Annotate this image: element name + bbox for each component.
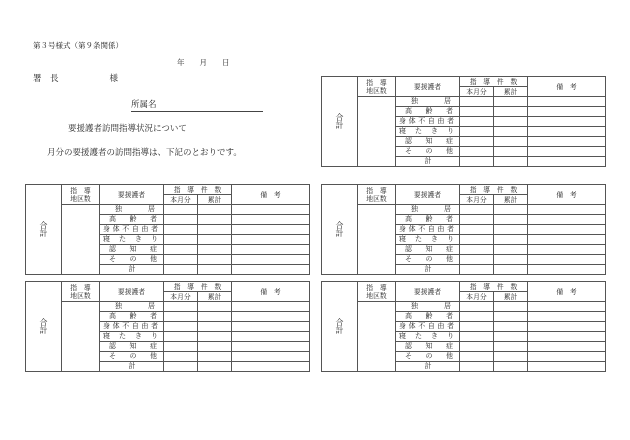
category-label: 高 齢 者	[100, 215, 164, 225]
guidance-area-header: 指 導 地区数	[358, 77, 396, 97]
category-label: そ の 他	[100, 255, 164, 265]
form-number: 第３号様式（第９条関係）	[33, 41, 123, 50]
remarks-cell[interactable]	[528, 215, 606, 225]
this-month-cell[interactable]	[164, 225, 198, 235]
cumulative-cell[interactable]	[198, 322, 232, 332]
this-month-cell[interactable]	[460, 362, 494, 372]
remarks-header: 備 考	[528, 282, 606, 302]
cumulative-cell[interactable]	[494, 127, 528, 137]
this-month-cell[interactable]	[164, 245, 198, 255]
area-count-cell[interactable]	[62, 205, 100, 275]
category-label: 身 体 不 自 由 者	[396, 225, 460, 235]
this-month-cell[interactable]	[164, 312, 198, 322]
remarks-cell[interactable]	[528, 97, 606, 107]
cumulative-cell[interactable]	[198, 245, 232, 255]
remarks-cell[interactable]	[232, 255, 310, 265]
report-table	[321, 184, 606, 275]
this-month-header: 本月分	[164, 195, 198, 205]
this-month-cell[interactable]	[460, 225, 494, 235]
remarks-header: 備 考	[528, 185, 606, 205]
remarks-cell[interactable]	[528, 137, 606, 147]
this-month-cell[interactable]	[164, 322, 198, 332]
guidance-count-header: 指 導 件 数	[460, 185, 528, 195]
cumulative-cell[interactable]	[198, 332, 232, 342]
sum-label: 計	[100, 265, 164, 275]
cumulative-cell[interactable]	[494, 255, 528, 265]
this-month-cell[interactable]	[460, 107, 494, 117]
guidance-area-header: 指 導 地区数	[62, 282, 100, 302]
category-label: 認 知 症	[396, 245, 460, 255]
report-table	[321, 76, 606, 167]
remarks-header: 備 考	[528, 77, 606, 97]
cumulative-cell[interactable]	[494, 265, 528, 275]
area-count-cell[interactable]	[358, 205, 396, 275]
area-count-cell[interactable]	[62, 302, 100, 372]
this-month-cell[interactable]	[460, 342, 494, 352]
category-label: 独 居	[100, 302, 164, 312]
category-label: 寝 た き り	[396, 332, 460, 342]
category-label: 寝 た き り	[100, 332, 164, 342]
cumulative-header: 累計	[198, 292, 232, 302]
remarks-cell[interactable]	[232, 322, 310, 332]
total-label: 合 計	[26, 185, 62, 275]
total-label: 合 計	[322, 185, 358, 275]
sum-label: 計	[396, 362, 460, 372]
cumulative-cell[interactable]	[198, 352, 232, 362]
guidance-area-header: 指 導 地区数	[62, 185, 100, 205]
cumulative-cell[interactable]	[198, 205, 232, 215]
this-month-cell[interactable]	[460, 255, 494, 265]
category-label: 独 居	[396, 205, 460, 215]
cumulative-cell[interactable]	[198, 225, 232, 235]
remarks-cell[interactable]	[528, 147, 606, 157]
cumulative-cell[interactable]	[198, 215, 232, 225]
cumulative-cell[interactable]	[198, 362, 232, 372]
cumulative-cell[interactable]	[494, 117, 528, 127]
remarks-cell[interactable]	[528, 235, 606, 245]
remarks-cell[interactable]	[232, 215, 310, 225]
protected-person-header: 要援護者	[396, 185, 460, 205]
cumulative-cell[interactable]	[494, 245, 528, 255]
cumulative-cell[interactable]	[494, 332, 528, 342]
this-month-cell[interactable]	[164, 235, 198, 245]
addressee: 署 長 様	[33, 74, 119, 84]
protected-person-header: 要援護者	[396, 282, 460, 302]
guidance-area-header: 指 導 地区数	[358, 282, 396, 302]
total-label: 合 計	[322, 77, 358, 167]
cumulative-cell[interactable]	[198, 265, 232, 275]
this-month-header: 本月分	[460, 292, 494, 302]
category-label: 独 居	[396, 97, 460, 107]
remarks-cell[interactable]	[528, 117, 606, 127]
this-month-cell[interactable]	[460, 117, 494, 127]
remarks-cell[interactable]	[528, 127, 606, 137]
cumulative-header: 累計	[494, 195, 528, 205]
this-month-cell[interactable]	[460, 137, 494, 147]
cumulative-cell[interactable]	[198, 312, 232, 322]
category-label: 高 齢 者	[100, 312, 164, 322]
this-month-cell[interactable]	[164, 265, 198, 275]
cumulative-cell[interactable]	[494, 97, 528, 107]
this-month-cell[interactable]	[164, 362, 198, 372]
this-month-cell[interactable]	[164, 205, 198, 215]
sum-label: 計	[396, 265, 460, 275]
category-label: 認 知 症	[100, 342, 164, 352]
remarks-cell[interactable]	[528, 157, 606, 167]
protected-person-header: 要援護者	[100, 282, 164, 302]
cumulative-cell[interactable]	[494, 107, 528, 117]
this-month-cell[interactable]	[460, 215, 494, 225]
sum-label: 計	[396, 157, 460, 167]
guidance-count-header: 指 導 件 数	[164, 282, 232, 292]
remarks-cell[interactable]	[528, 225, 606, 235]
cumulative-cell[interactable]	[494, 362, 528, 372]
cumulative-cell[interactable]	[494, 157, 528, 167]
category-label: 独 居	[396, 302, 460, 312]
remarks-header: 備 考	[232, 282, 310, 302]
category-label: 認 知 症	[396, 342, 460, 352]
remarks-cell[interactable]	[528, 352, 606, 362]
remarks-cell[interactable]	[528, 265, 606, 275]
report-table	[25, 281, 310, 372]
cumulative-cell[interactable]	[198, 255, 232, 265]
remarks-cell[interactable]	[528, 205, 606, 215]
cumulative-cell[interactable]	[198, 342, 232, 352]
remarks-cell[interactable]	[232, 225, 310, 235]
subject-line: 要援護者訪問指導状況について	[68, 124, 187, 134]
remarks-cell[interactable]	[528, 332, 606, 342]
category-label: 寝 た き り	[100, 235, 164, 245]
this-month-cell[interactable]	[460, 205, 494, 215]
remarks-cell[interactable]	[528, 245, 606, 255]
this-month-cell[interactable]	[460, 157, 494, 167]
remarks-cell[interactable]	[232, 312, 310, 322]
area-count-cell[interactable]	[358, 302, 396, 372]
total-label: 合 計	[322, 282, 358, 372]
this-month-header: 本月分	[164, 292, 198, 302]
this-month-cell[interactable]	[460, 97, 494, 107]
cumulative-header: 累計	[494, 87, 528, 97]
remarks-cell[interactable]	[528, 342, 606, 352]
cumulative-header: 累計	[494, 292, 528, 302]
guidance-count-header: 指 導 件 数	[164, 185, 232, 195]
remarks-cell[interactable]	[232, 342, 310, 352]
remarks-cell[interactable]	[232, 352, 310, 362]
cumulative-cell[interactable]	[494, 342, 528, 352]
cumulative-header: 累計	[198, 195, 232, 205]
this-month-cell[interactable]	[460, 322, 494, 332]
category-label: 高 齢 者	[396, 107, 460, 117]
protected-person-header: 要援護者	[396, 77, 460, 97]
remarks-cell[interactable]	[232, 245, 310, 255]
guidance-count-header: 指 導 件 数	[460, 282, 528, 292]
guidance-area-header: 指 導 地区数	[358, 185, 396, 205]
remarks-cell[interactable]	[528, 362, 606, 372]
cumulative-cell[interactable]	[494, 205, 528, 215]
category-label: そ の 他	[396, 255, 460, 265]
this-month-header: 本月分	[460, 87, 494, 97]
affiliation-field[interactable]	[131, 98, 263, 112]
this-month-cell[interactable]	[164, 302, 198, 312]
category-label: そ の 他	[100, 352, 164, 362]
category-label: 独 居	[100, 205, 164, 215]
this-month-cell[interactable]	[460, 332, 494, 342]
remarks-cell[interactable]	[232, 235, 310, 245]
this-month-cell[interactable]	[164, 352, 198, 362]
category-label: そ の 他	[396, 352, 460, 362]
this-month-cell[interactable]	[164, 215, 198, 225]
cumulative-cell[interactable]	[198, 235, 232, 245]
guidance-count-header: 指 導 件 数	[460, 77, 528, 87]
remarks-cell[interactable]	[528, 322, 606, 332]
sum-label: 計	[100, 362, 164, 372]
this-month-cell[interactable]	[164, 255, 198, 265]
category-label: 認 知 症	[396, 137, 460, 147]
cumulative-cell[interactable]	[494, 322, 528, 332]
remarks-cell[interactable]	[232, 362, 310, 372]
remarks-cell[interactable]	[232, 205, 310, 215]
this-month-cell[interactable]	[460, 302, 494, 312]
cumulative-cell[interactable]	[494, 215, 528, 225]
this-month-cell[interactable]	[460, 265, 494, 275]
category-label: 身 体 不 自 由 者	[100, 225, 164, 235]
cumulative-cell[interactable]	[494, 312, 528, 322]
cumulative-cell[interactable]	[494, 147, 528, 157]
protected-person-header: 要援護者	[100, 185, 164, 205]
this-month-cell[interactable]	[164, 332, 198, 342]
remarks-cell[interactable]	[232, 302, 310, 312]
remarks-cell[interactable]	[528, 312, 606, 322]
remarks-cell[interactable]	[528, 302, 606, 312]
cumulative-cell[interactable]	[494, 302, 528, 312]
category-label: 認 知 症	[100, 245, 164, 255]
this-month-cell[interactable]	[460, 245, 494, 255]
this-month-cell[interactable]	[460, 352, 494, 362]
remarks-cell[interactable]	[528, 107, 606, 117]
this-month-cell[interactable]	[164, 342, 198, 352]
statement-line: 月分の要援護者の訪問指導は、下記のとおりです。	[47, 148, 242, 158]
this-month-cell[interactable]	[460, 312, 494, 322]
report-table	[25, 184, 310, 275]
category-label: 身 体 不 自 由 者	[396, 117, 460, 127]
category-label: 寝 た き り	[396, 127, 460, 137]
this-month-cell[interactable]	[460, 147, 494, 157]
remarks-header: 備 考	[232, 185, 310, 205]
total-label: 合 計	[26, 282, 62, 372]
this-month-header: 本月分	[460, 195, 494, 205]
this-month-cell[interactable]	[460, 235, 494, 245]
affiliation-label: 所属名	[131, 100, 157, 110]
remarks-cell[interactable]	[528, 255, 606, 265]
cumulative-cell[interactable]	[494, 352, 528, 362]
cumulative-cell[interactable]	[494, 235, 528, 245]
cumulative-cell[interactable]	[494, 137, 528, 147]
category-label: 寝 た き り	[396, 235, 460, 245]
cumulative-cell[interactable]	[494, 225, 528, 235]
category-label: そ の 他	[396, 147, 460, 157]
cumulative-cell[interactable]	[198, 302, 232, 312]
report-table	[321, 281, 606, 372]
date-line: 年 月 日	[177, 58, 230, 67]
this-month-cell[interactable]	[460, 127, 494, 137]
remarks-cell[interactable]	[232, 332, 310, 342]
remarks-cell[interactable]	[232, 265, 310, 275]
category-label: 身 体 不 自 由 者	[396, 322, 460, 332]
category-label: 高 齢 者	[396, 312, 460, 322]
area-count-cell[interactable]	[358, 97, 396, 167]
category-label: 高 齢 者	[396, 215, 460, 225]
category-label: 身 体 不 自 由 者	[100, 322, 164, 332]
